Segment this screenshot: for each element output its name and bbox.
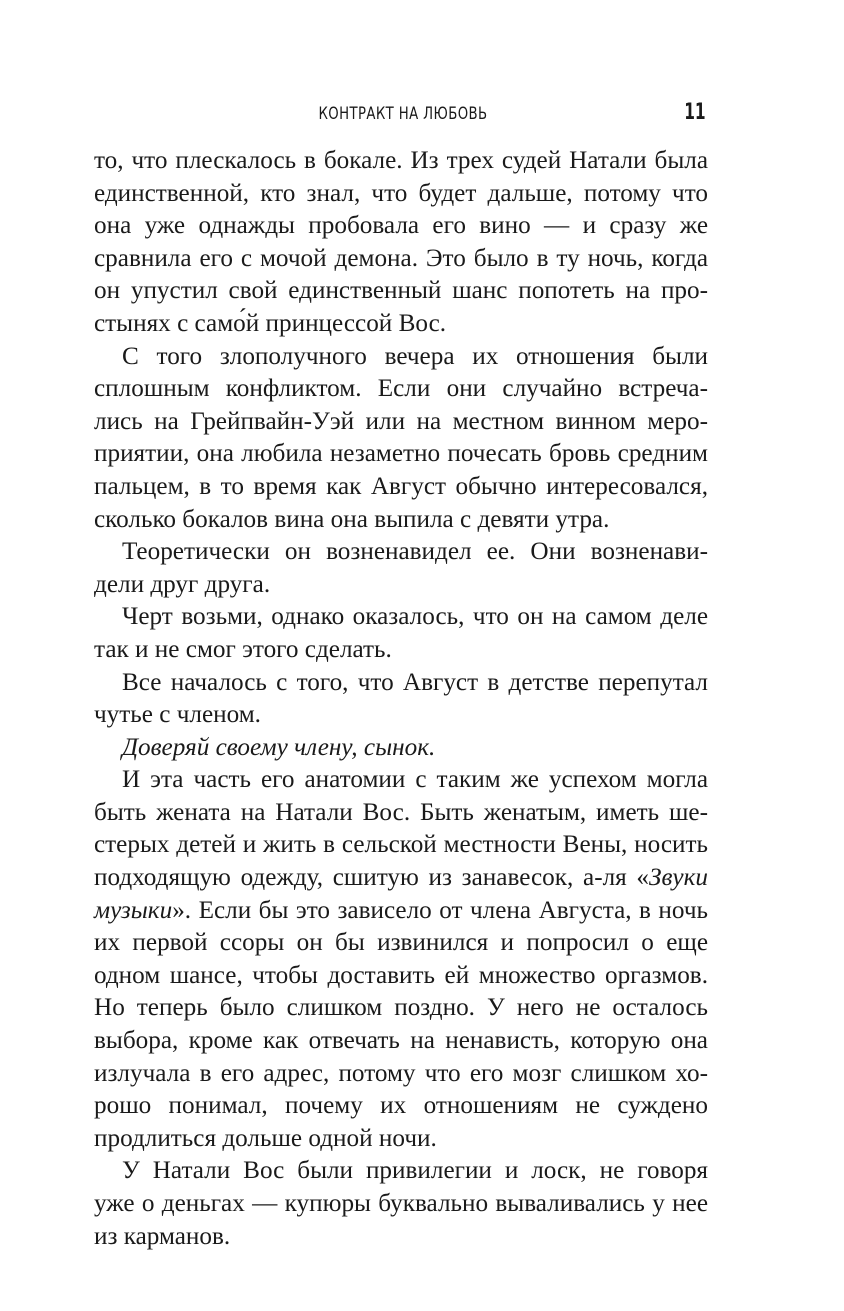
text-line: единственной, кто знал, что будет дальше, потому что bbox=[94, 179, 708, 207]
text-line bbox=[94, 895, 708, 928]
text-line: продлиться дольше одной ночи. bbox=[94, 1124, 437, 1152]
text-line: выбора, кроме как отвечать на ненависть, которую она bbox=[94, 1027, 708, 1055]
text-line: Все началось с того, что Август в детстве перепутал bbox=[122, 668, 708, 696]
text-line: приятии, она любила незаметно почесать бровь средним bbox=[94, 440, 708, 468]
text-line: Теоретически он возненавидел ее. Они возненави- bbox=[122, 538, 708, 566]
text-line: И эта часть его анатомии с таким же успехом могла bbox=[122, 766, 708, 794]
text-line: сколько бокалов вина она выпила с девяти утра. bbox=[94, 505, 610, 533]
text-line: одном шансе, чтобы доставить ей множество оргазмов. bbox=[94, 961, 708, 989]
text-line: С того злополучного вечера их отношения были bbox=[122, 342, 708, 370]
text-line: сплошным конфликтом. Если они случайно встреча- bbox=[94, 375, 708, 403]
italic-title-part: Звуки bbox=[649, 864, 708, 892]
text-line bbox=[94, 862, 708, 895]
text-line: Черт возьми, однако оказалось, что он на самом деле bbox=[122, 603, 708, 631]
text-line: пальцем, в то время как Август обычно интересовался, bbox=[94, 472, 708, 500]
text-line: стерых детей и жить в сельской местности Вены, носить bbox=[94, 831, 708, 859]
text-segment: ». Если бы это зависело от члена Августа, в ночь bbox=[172, 896, 708, 924]
text-line: излучала в его адрес, потому что его мозг слишком хо- bbox=[94, 1059, 708, 1087]
text-line: он упустил свой единственный шанс попотеть на про- bbox=[94, 277, 708, 305]
italic-title-part: музыки bbox=[94, 896, 173, 924]
text-line: так и не смог этого сделать. bbox=[94, 635, 392, 663]
text-line: быть жената на Натали Вос. Быть женатым, иметь ше- bbox=[94, 798, 708, 826]
running-title: КОНТРАКТ НА ЛЮБОВЬ bbox=[318, 104, 488, 124]
text-line: из карманов. bbox=[94, 1222, 231, 1250]
text-line: стынях с само́й принцессой Вос. bbox=[94, 309, 447, 337]
text-line: лись на Грейпвайн-Уэй или на местном винном меро- bbox=[94, 407, 708, 435]
text-line: сравнила его с мочой демона. Это было в ту ночь, когда bbox=[94, 244, 708, 272]
italic-text-line: Доверяй своему члену, сынок. bbox=[122, 733, 436, 761]
text-line: чутье с членом. bbox=[94, 701, 261, 729]
page-number: 11 bbox=[684, 100, 706, 125]
text-line: их первой ссоры он бы извинился и попросил о еще bbox=[94, 929, 708, 957]
text-line: уже о деньгах — купюры буквально вываливались у нее bbox=[94, 1190, 708, 1217]
text-line: дели друг друга. bbox=[94, 570, 271, 598]
text-segment: подходящую одежду, сшитую из занавесок, а-ля « bbox=[94, 864, 650, 892]
text-line: она уже однажды пробовала его вино — и сразу же bbox=[94, 212, 708, 240]
text-line: У Натали Вос были привилегии и лоск, не говоря bbox=[122, 1157, 708, 1185]
text-line: рошо понимал, почему их отношениям не суждено bbox=[94, 1092, 708, 1120]
text-line: то, что плескалось в бокале. Из трех судей Натали была bbox=[94, 147, 708, 174]
text-line: Но теперь было слишком поздно. У него не осталось bbox=[94, 994, 708, 1022]
body-text bbox=[94, 145, 708, 1253]
running-header bbox=[94, 100, 712, 130]
